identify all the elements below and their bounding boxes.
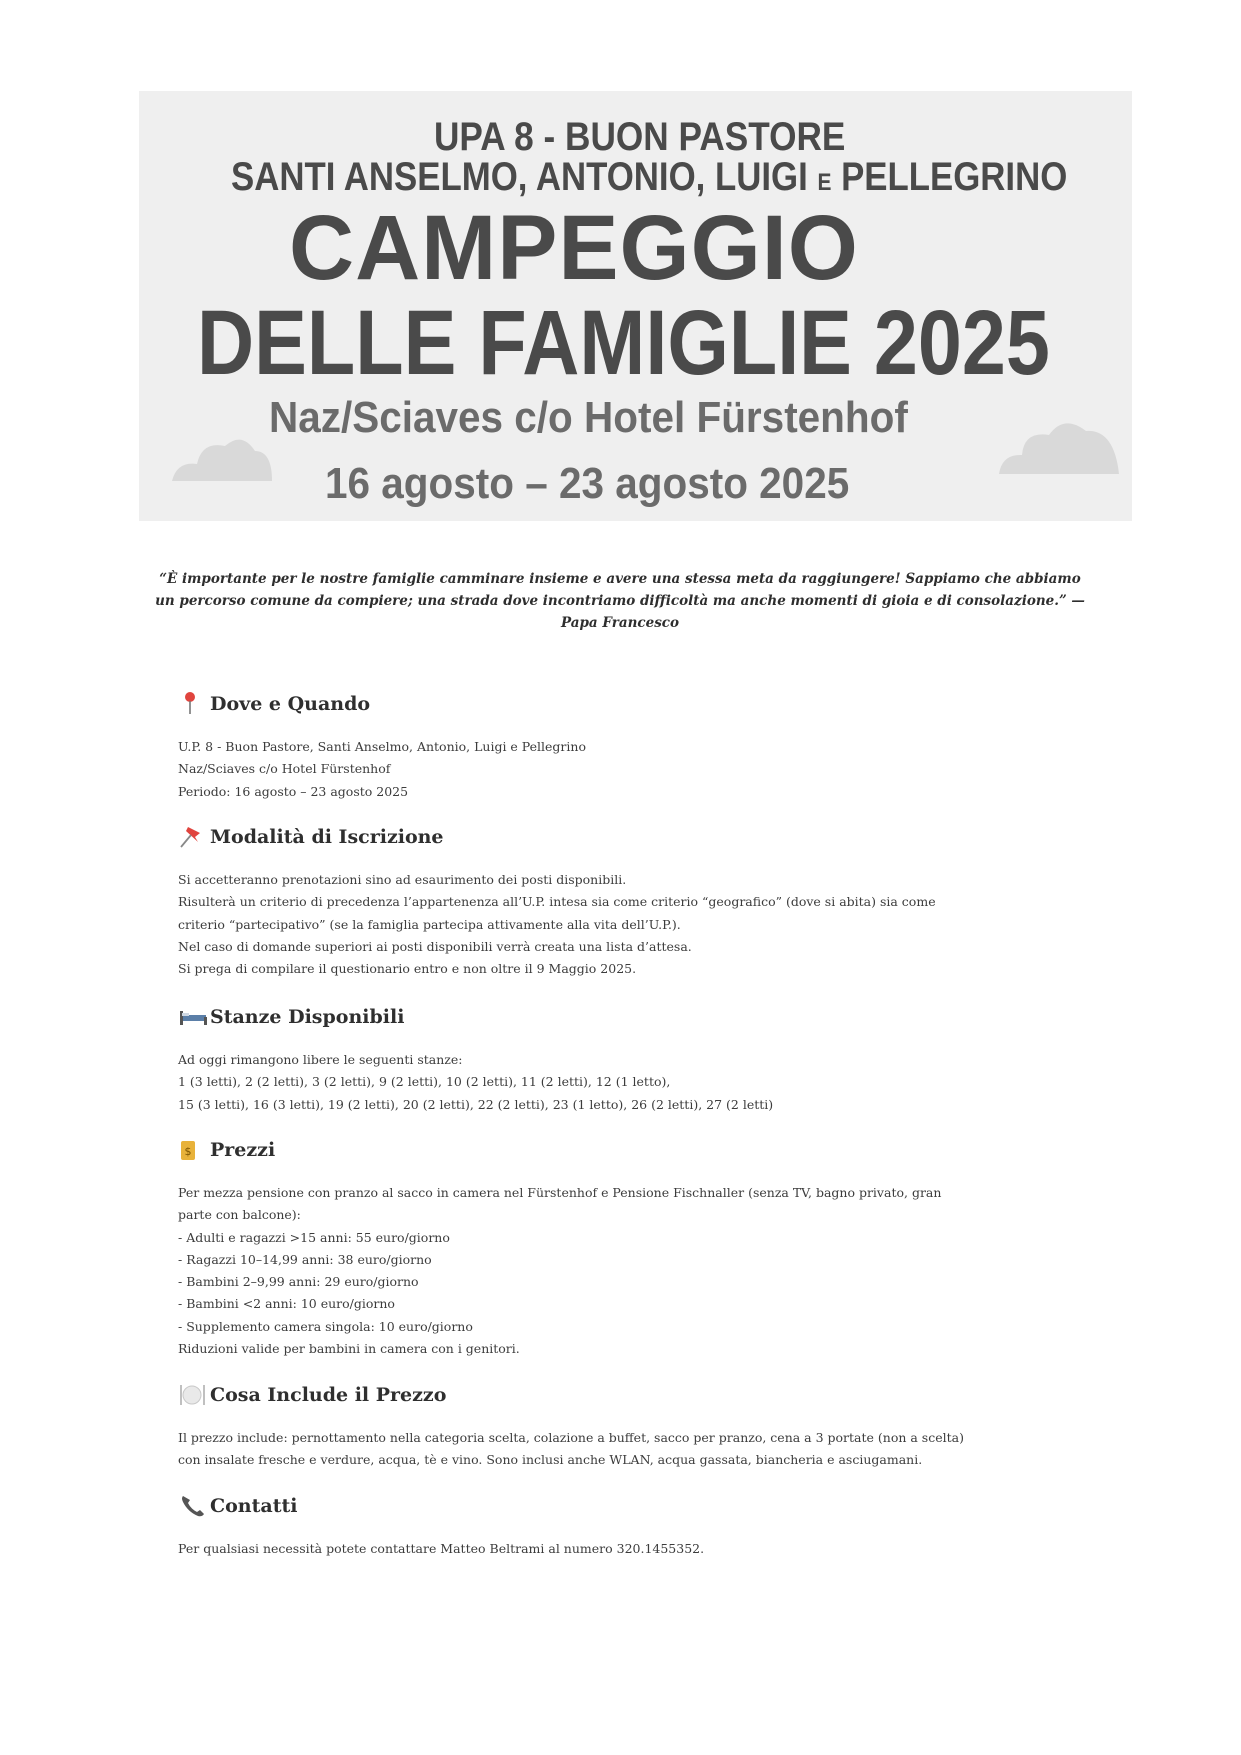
text-line: - Bambini <2 anni: 10 euro/giorno: [178, 1296, 395, 1312]
section-title: Cosa Include il Prezzo: [210, 1384, 447, 1406]
header-banner: [139, 91, 1132, 521]
text-line: Riduzioni valide per bambini in camera con i genitori.: [178, 1341, 520, 1357]
banner-dates: 16 agosto – 23 agosto 2025: [325, 459, 850, 508]
svg-text:$: $: [184, 1145, 192, 1158]
section-prezzi: [178, 1135, 1078, 1360]
banner-place: Naz/Sciaves c/o Hotel Fürstenhof: [269, 393, 908, 442]
text-line: Ad oggi rimangono libere le seguenti stanze:: [178, 1052, 463, 1067]
text-line: - Adulti e ragazzi >15 anni: 55 euro/giorno: [178, 1229, 450, 1245]
pin-icon: [178, 690, 208, 718]
section-dove-e-quando: [178, 689, 1078, 803]
text-line: parte con balcone):: [178, 1207, 301, 1223]
text-line: Naz/Sciaves c/o Hotel Fürstenhof: [178, 761, 391, 777]
text-line: Nel caso di domande superiori ai posti disponibili verrà creata una lista d’attesa.: [178, 938, 692, 954]
text-line: Per qualsiasi necessità potete contattare Matteo Beltrami al numero 320.1455352.: [178, 1541, 705, 1556]
pushpin-icon: [178, 823, 208, 851]
section-title: Prezzi: [210, 1139, 276, 1161]
section-title: Contatti: [210, 1495, 298, 1517]
banner-title-line1: CAMPEGGIO: [289, 197, 859, 299]
text-line: Il prezzo include: pernottamento nella categoria scelta, colazione a buffet, sacco per pranzo, cena a 3 portate (non a scelta): [178, 1430, 964, 1445]
section-title: Dove e Quando: [210, 693, 371, 715]
banner-title-line2: DELLE FAMIGLIE 2025: [197, 292, 1050, 394]
text-line: criterio “partecipativo” (se la famiglia partecipa attivamente alla vita dell’U.P.).: [178, 916, 681, 932]
text-line: Risulterà un criterio di precedenza l’appartenenza all’U.P. intesa sia come criterio “geografico” (dove si abita) sia come: [178, 894, 936, 910]
bed-icon: [178, 1003, 208, 1031]
phone-icon: [178, 1492, 208, 1520]
text-line: Per mezza pensione con pranzo al sacco in camera nel Fürstenhof e Pensione Fischnaller (senza TV, bagno privato, gran: [178, 1185, 942, 1200]
banner-saints: SANTI ANSELMO, ANTONIO, LUIGI E PELLEGRINO: [231, 155, 1068, 199]
section-title: Stanze Disponibili: [210, 1006, 405, 1028]
section-contatti: [178, 1491, 1078, 1560]
plate-icon: [178, 1381, 208, 1409]
text-line: - Supplemento camera singola: 10 euro/giorno: [178, 1318, 473, 1334]
cloud-right-icon: [994, 409, 1124, 479]
text-line: Si prega di compilare il questionario entro e non oltre il 9 Maggio 2025.: [178, 961, 637, 977]
text-line: 15 (3 letti), 16 (3 letti), 19 (2 letti), 20 (2 letti), 22 (2 letti), 23 (1 letto), 26 (2 letti), 27 (2 letti): [178, 1096, 774, 1112]
section-title: Modalità di Iscrizione: [210, 826, 444, 848]
text-line: con insalate fresche e verdure, acqua, tè e vino. Sono inclusi anche WLAN, acqua gassata, biancheria e asciugamani.: [178, 1452, 923, 1468]
money-bag-icon: [178, 1136, 208, 1164]
text-line: U.P. 8 - Buon Pastore, Santi Anselmo, Antonio, Luigi e Pellegrino: [178, 739, 586, 754]
cloud-left-icon: [167, 426, 277, 486]
section-cosa-include: [178, 1380, 1078, 1472]
pope-quote: “È importante per le nostre famiglie camminare insieme e avere una stessa meta da raggiungere! Sappiamo che abbiamo un percorso comune da compiere; una strada dove incontriamo difficoltà ma anche momenti di gioia e di consolazione.” — Papa Francesco: [155, 571, 1085, 631]
text-line: - Bambini 2–9,99 anni: 29 euro/giorno: [178, 1274, 419, 1290]
section-stanze-disponibili: [178, 1002, 1078, 1116]
text-line: Si accetteranno prenotazioni sino ad esaurimento dei posti disponibili.: [178, 872, 627, 887]
section-modalita-iscrizione: [178, 822, 1078, 980]
banner-parish-unit: UPA 8 - BUON PASTORE: [434, 115, 846, 159]
text-line: 1 (3 letti), 2 (2 letti), 3 (2 letti), 9 (2 letti), 10 (2 letti), 11 (2 letti), 12 (1 letto),: [178, 1074, 671, 1090]
text-line: - Ragazzi 10–14,99 anni: 38 euro/giorno: [178, 1251, 432, 1267]
text-line: Periodo: 16 agosto – 23 agosto 2025: [178, 783, 409, 799]
